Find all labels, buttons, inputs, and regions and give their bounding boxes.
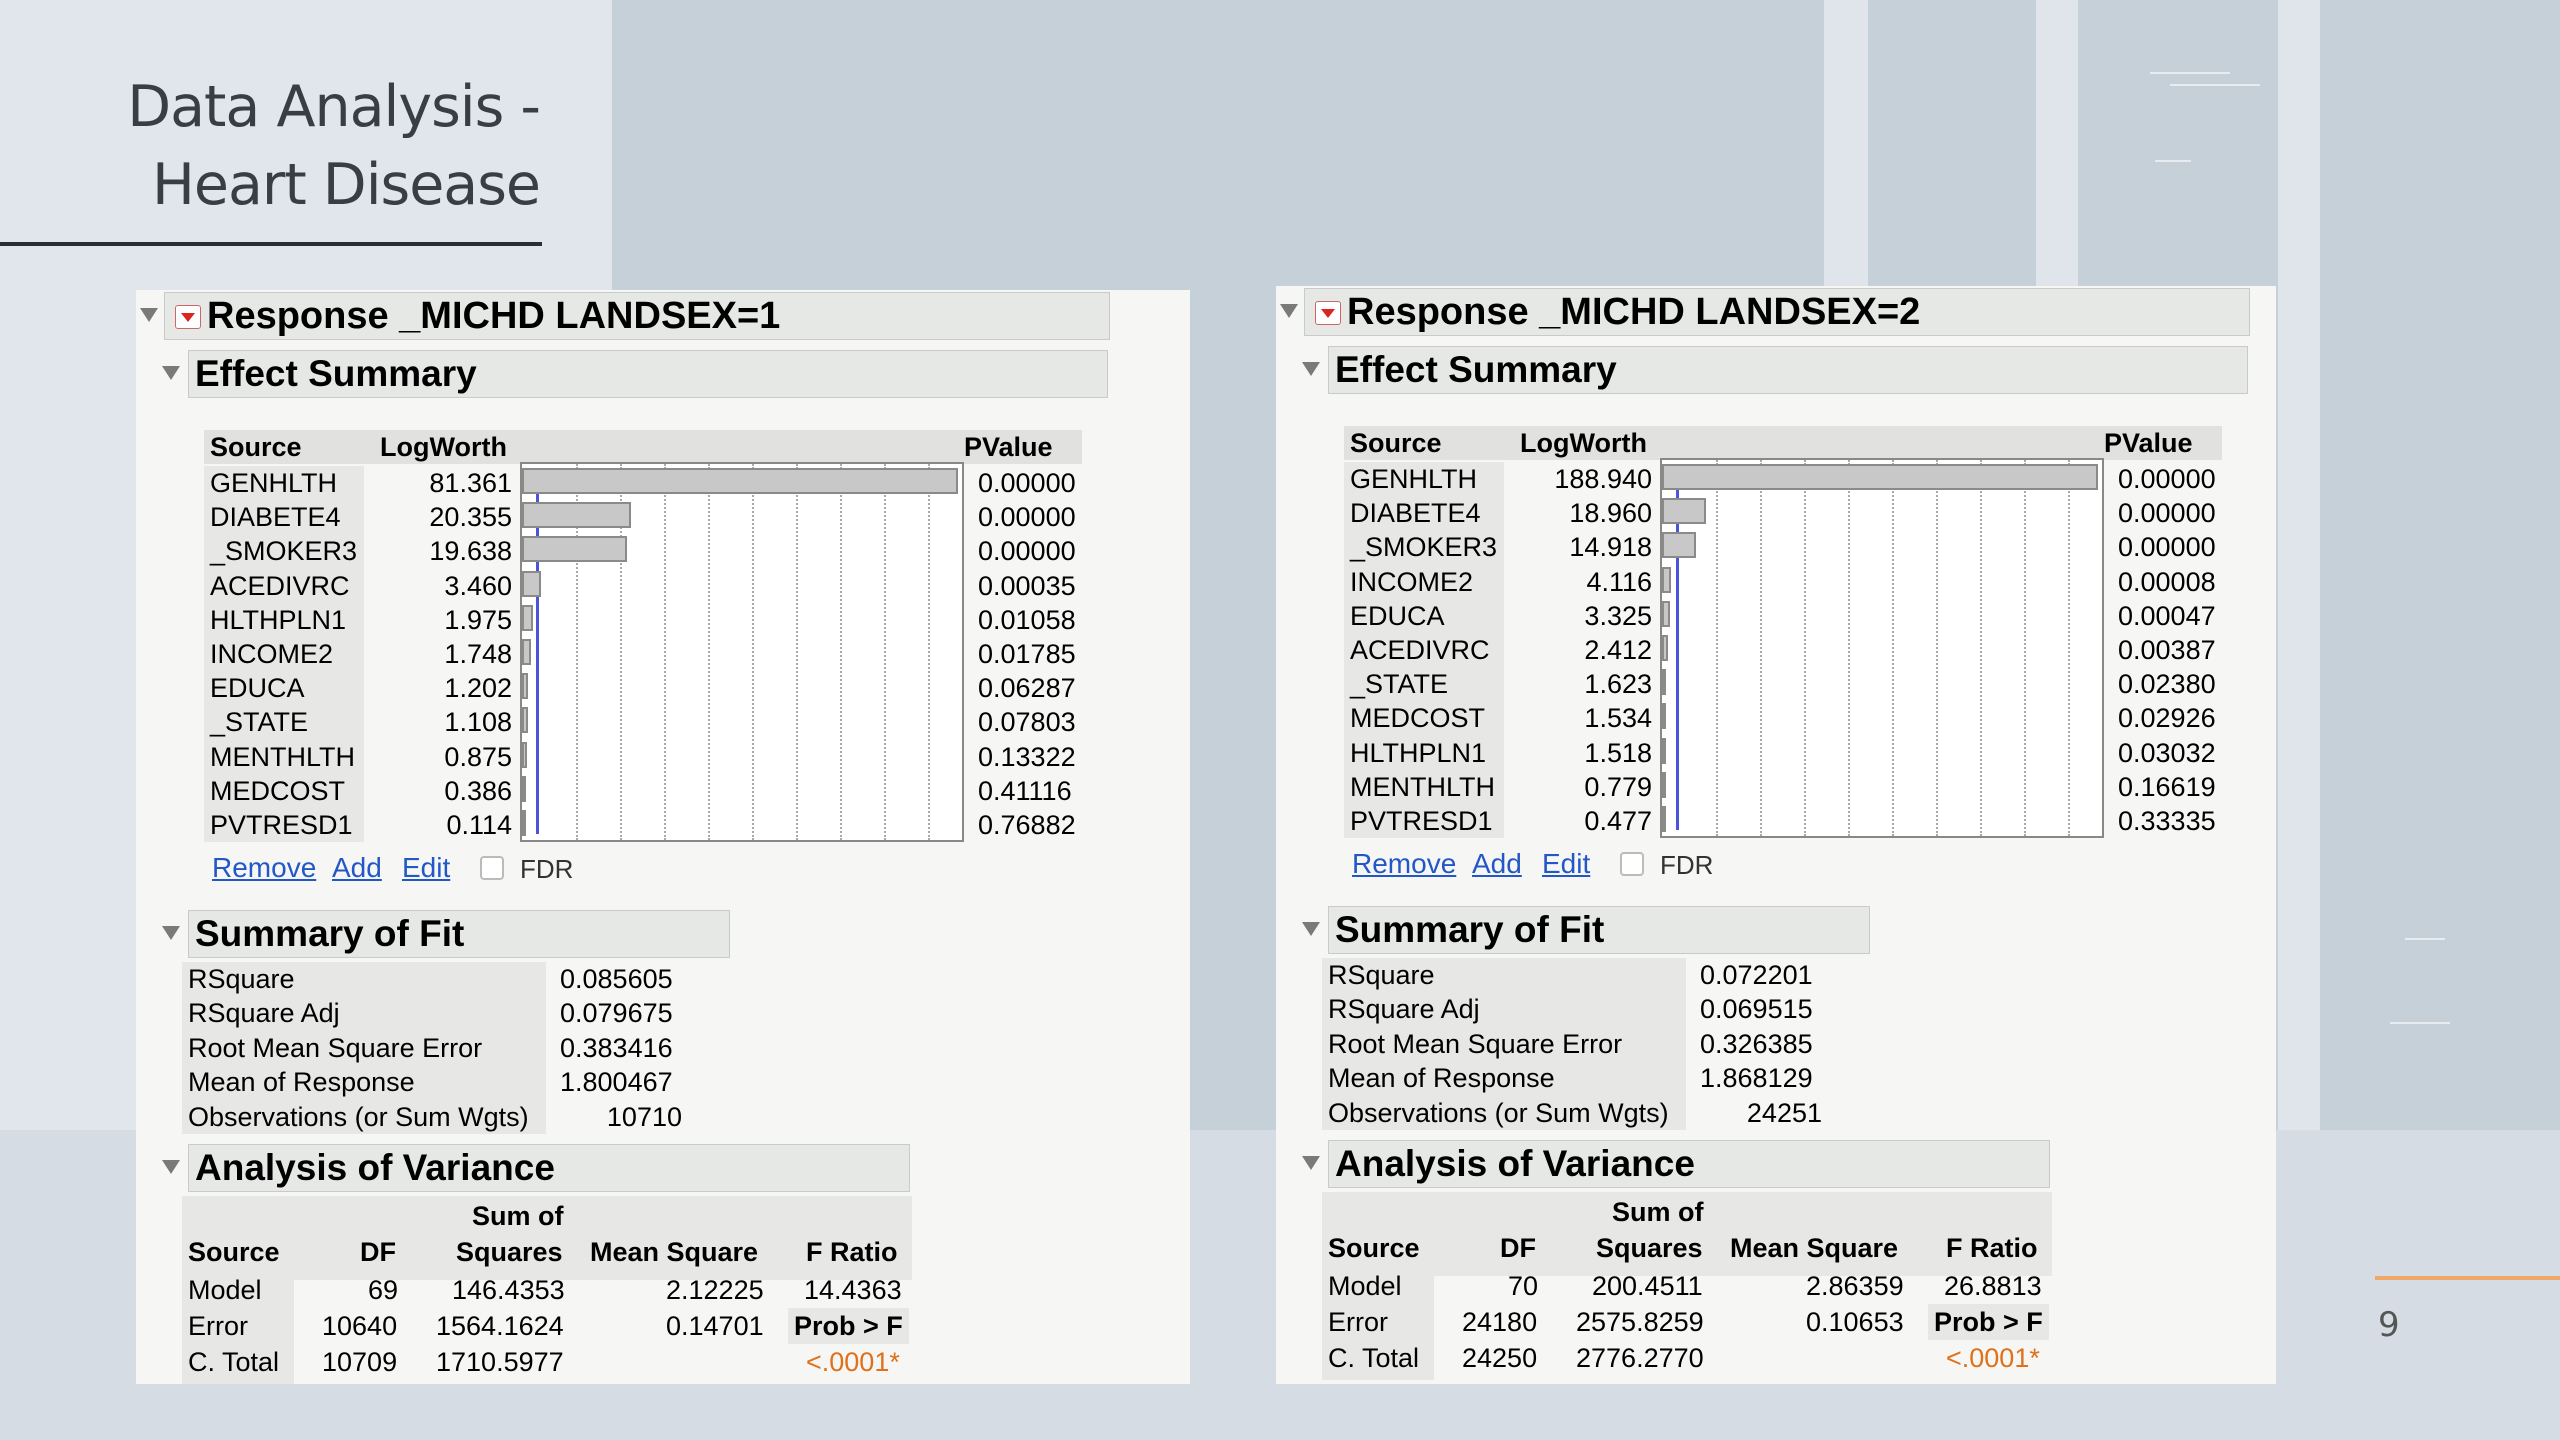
- effect-row-source: _SMOKER3: [1350, 532, 1498, 563]
- grid-line: [752, 464, 754, 840]
- grid-line: [664, 464, 666, 840]
- anova-error-df: 10640: [322, 1311, 398, 1341]
- anova-model-source: Model: [1328, 1271, 1402, 1301]
- anova-col-f: F Ratio: [1946, 1233, 2038, 1263]
- col-source: Source: [210, 432, 302, 462]
- logworth-bar: [1662, 738, 1666, 764]
- grid-line: [2068, 460, 2070, 836]
- effect-row-source: _SMOKER3: [210, 536, 358, 567]
- logworth-bar: [1662, 601, 1670, 627]
- effect-row-logworth: 1.108: [444, 707, 512, 738]
- grid-line: [708, 464, 710, 840]
- effect-row-pvalue: 0.76882: [978, 810, 1076, 840]
- fdr-label: FDR: [520, 854, 574, 884]
- remove-link[interactable]: Remove: [212, 852, 317, 883]
- grid-line: [1716, 460, 1718, 836]
- anova-model-ms: 2.12225: [666, 1275, 764, 1305]
- fit-value: 0.069515: [1700, 994, 1813, 1025]
- effect-row-source: INCOME2: [1350, 566, 1474, 597]
- col-source: Source: [1350, 428, 1442, 458]
- collapse-triangle-icon[interactable]: [1302, 1156, 1320, 1170]
- grid-line: [1892, 460, 1894, 836]
- effect-row-logworth: 1.518: [1584, 737, 1652, 768]
- anova-model-ms: 2.86359: [1806, 1271, 1904, 1301]
- logworth-bar: [1662, 703, 1666, 729]
- effect-row-logworth: 1.202: [444, 673, 512, 704]
- effect-row-pvalue: 0.41116: [978, 775, 1072, 806]
- anova-total-ss: 2776.2770: [1576, 1343, 1704, 1373]
- logworth-bar: [1662, 806, 1666, 832]
- anova-model-f: 14.4363: [804, 1275, 902, 1305]
- anova-col-ss-line1: Sum of: [472, 1201, 564, 1231]
- collapse-triangle-icon[interactable]: [162, 926, 180, 940]
- effect-row-logworth: 0.875: [444, 741, 512, 772]
- fit-value: 0.072201: [1700, 960, 1813, 990]
- logworth-bar: [1662, 669, 1666, 695]
- summary-of-fit-header[interactable]: [1328, 906, 1870, 954]
- anova-col-ss-line2: Squares: [1596, 1233, 1703, 1263]
- effect-summary-title: Effect Summary: [1335, 349, 1617, 390]
- effect-summary-header[interactable]: [188, 350, 1108, 398]
- decorative-line: [2405, 938, 2445, 940]
- fit-label: RSquare: [1328, 960, 1435, 990]
- effect-row-logworth: 188.940: [1554, 464, 1652, 494]
- effect-row-logworth: 2.412: [1584, 635, 1652, 665]
- grid-line: [2024, 460, 2026, 836]
- anova-total-df: 24250: [1462, 1343, 1538, 1373]
- effect-row-pvalue: 0.00387: [2118, 635, 2216, 665]
- background-column-6: [2320, 0, 2560, 1130]
- slide-title-line-2: Heart Disease: [152, 152, 540, 218]
- fdr-checkbox[interactable]: [1620, 852, 1644, 876]
- effect-row-logworth: 3.325: [1584, 600, 1652, 631]
- fit-value: 1.868129: [1700, 1063, 1813, 1094]
- effect-row-pvalue: 0.00000: [2118, 532, 2216, 563]
- grid-line: [1760, 460, 1762, 836]
- edit-link[interactable]: Edit: [402, 852, 451, 883]
- jmp-report-panel-1: [136, 290, 1190, 1384]
- anova-col-ms: Mean Square: [590, 1237, 759, 1267]
- fit-value: 0.085605: [560, 964, 673, 994]
- effect-row-source: MENTHLTH: [210, 741, 355, 772]
- effect-row-logworth: 0.386: [444, 775, 512, 806]
- grid-line: [884, 464, 886, 840]
- collapse-triangle-icon[interactable]: [1280, 304, 1298, 318]
- fit-label: Observations (or Sum Wgts): [1328, 1097, 1669, 1128]
- effect-row-logworth: 1.975: [444, 604, 512, 635]
- fit-label: RSquare Adj: [1328, 994, 1480, 1025]
- effect-row-logworth: 0.779: [1584, 771, 1652, 802]
- anova-total-source: C. Total: [188, 1347, 280, 1377]
- anova-model-source: Model: [188, 1275, 262, 1305]
- effect-row-logworth: 20.355: [429, 502, 512, 533]
- collapse-triangle-icon[interactable]: [162, 1160, 180, 1174]
- summary-of-fit-title: Summary of Fit: [1335, 909, 1605, 950]
- red-triangle-menu-icon[interactable]: [1315, 301, 1341, 325]
- effect-row-pvalue: 0.02926: [2118, 703, 2216, 734]
- logworth-bar: [522, 536, 627, 562]
- effect-row-pvalue: 0.00000: [2118, 464, 2216, 494]
- fdr-checkbox[interactable]: [480, 856, 504, 880]
- collapse-triangle-icon[interactable]: [162, 366, 180, 380]
- anova-prob-f-label: Prob > F: [1928, 1304, 2049, 1340]
- anova-error-ss: 2575.8259: [1576, 1307, 1704, 1337]
- logworth-bar: [522, 571, 541, 597]
- anova-error-df: 24180: [1462, 1307, 1538, 1337]
- anova-model-df: 70: [1508, 1271, 1539, 1301]
- effect-row-logworth: 0.477: [1584, 806, 1652, 836]
- effect-row-pvalue: 0.02380: [2118, 669, 2216, 700]
- fit-label: RSquare Adj: [188, 998, 340, 1029]
- effect-row-logworth: 3.460: [444, 570, 512, 601]
- effect-summary-column-headers: [1344, 426, 2222, 460]
- anova-col-df: DF: [360, 1237, 396, 1267]
- grid-line: [1936, 460, 1938, 836]
- anova-col-df: DF: [1500, 1233, 1536, 1263]
- fit-label: Root Mean Square Error: [1328, 1028, 1623, 1059]
- effect-row-logworth: 18.960: [1569, 498, 1652, 529]
- anova-title: Analysis of Variance: [1335, 1143, 1695, 1184]
- effect-row-pvalue: 0.00000: [2118, 498, 2216, 529]
- anova-error-ss: 1564.1624: [436, 1311, 564, 1341]
- effect-row-source: INCOME2: [210, 639, 334, 669]
- col-pvalue: PValue: [964, 432, 1053, 462]
- fit-label: Root Mean Square Error: [188, 1032, 483, 1063]
- summary-of-fit-header[interactable]: [188, 910, 730, 958]
- fit-value: 24251: [1746, 1097, 1822, 1128]
- logworth-bar: [522, 673, 528, 699]
- col-pvalue: PValue: [2104, 428, 2193, 458]
- logworth-bar: [1662, 532, 1696, 558]
- anova-model-ss: 200.4511: [1592, 1271, 1703, 1301]
- logworth-bar: [522, 742, 527, 768]
- effect-row-pvalue: 0.01785: [978, 639, 1076, 669]
- anova-error-source: Error: [1328, 1307, 1388, 1337]
- add-link[interactable]: Add: [1472, 848, 1522, 879]
- effect-row-source: DIABETE4: [1350, 498, 1481, 529]
- effect-row-source: MEDCOST: [210, 775, 345, 806]
- response-title: Response _MICHD LANDSEX=1: [207, 295, 781, 337]
- logworth-bar: [1662, 772, 1666, 798]
- decorative-line: [2155, 160, 2191, 162]
- effect-row-source: _STATE: [210, 707, 309, 738]
- jmp-report-panel-2: [1276, 286, 2276, 1384]
- logworth-bar: [1662, 567, 1671, 593]
- logworth-chart: [1660, 458, 2104, 838]
- fit-value: 0.326385: [1700, 1028, 1813, 1059]
- effect-row-source: HLTHPLN1: [1350, 737, 1487, 768]
- logworth-bar: [1662, 635, 1668, 661]
- effect-row-source: MENTHLTH: [1350, 771, 1495, 802]
- effect-row-source: PVTRESD1: [1350, 806, 1493, 836]
- effect-row-source: EDUCA: [1350, 600, 1445, 631]
- anova-col-ss-line2: Squares: [456, 1237, 563, 1267]
- anova-col-ms: Mean Square: [1730, 1233, 1899, 1263]
- grid-line: [840, 464, 842, 840]
- effect-row-logworth: 19.638: [429, 536, 512, 567]
- effect-row-pvalue: 0.33335: [2118, 806, 2216, 836]
- effect-row-pvalue: 0.00000: [978, 536, 1076, 567]
- decorative-line: [2390, 1022, 2450, 1024]
- slide-title: [127, 68, 540, 224]
- effect-row-source: GENHLTH: [1350, 464, 1478, 494]
- summary-of-fit-title: Summary of Fit: [195, 913, 465, 954]
- anova-error-ms: 0.14701: [666, 1311, 764, 1341]
- logworth-bar: [1662, 464, 2098, 490]
- anova-model-f: 26.8813: [1944, 1271, 2042, 1301]
- anova-error-ms: 0.10653: [1806, 1307, 1904, 1337]
- collapse-triangle-icon[interactable]: [1302, 922, 1320, 936]
- effect-row-source: HLTHPLN1: [210, 604, 347, 635]
- effect-row-logworth: 4.116: [1586, 566, 1652, 597]
- anova-p-value: <.0001*: [806, 1347, 900, 1377]
- anova-prob-f-label: Prob > F: [788, 1308, 909, 1344]
- anova-header[interactable]: [188, 1144, 910, 1192]
- add-link[interactable]: Add: [332, 852, 382, 883]
- effect-row-pvalue: 0.06287: [978, 673, 1076, 704]
- logworth-bar: [522, 707, 528, 733]
- grid-line: [796, 464, 798, 840]
- logworth-bar: [522, 502, 631, 528]
- fit-value: 10710: [606, 1101, 682, 1132]
- fdr-label: FDR: [1660, 850, 1714, 880]
- slide-title-line-1: Data Analysis -: [127, 74, 540, 140]
- logworth-chart: [520, 462, 964, 842]
- edit-link[interactable]: Edit: [1542, 848, 1591, 879]
- effect-row-logworth: 1.534: [1584, 703, 1652, 734]
- logworth-bar: [522, 776, 526, 802]
- effect-row-pvalue: 0.00008: [2118, 566, 2216, 597]
- effect-row-pvalue: 0.13322: [978, 741, 1076, 772]
- accent-line: [2375, 1276, 2560, 1280]
- logworth-bar: [522, 810, 526, 836]
- fit-label: Mean of Response: [1328, 1063, 1555, 1094]
- anova-col-f: F Ratio: [806, 1237, 898, 1267]
- response-title: Response _MICHD LANDSEX=2: [1347, 291, 1921, 333]
- anova-total-source: C. Total: [1328, 1343, 1420, 1373]
- fit-label: Mean of Response: [188, 1067, 415, 1098]
- effect-row-source: MEDCOST: [1350, 703, 1485, 734]
- effect-summary-header[interactable]: [1328, 346, 2248, 394]
- effect-row-pvalue: 0.00047: [2118, 600, 2216, 631]
- effect-row-logworth: 1.623: [1584, 669, 1652, 700]
- remove-link[interactable]: Remove: [1352, 848, 1457, 879]
- effect-row-pvalue: 0.07803: [978, 707, 1076, 738]
- page-number: 9: [2378, 1305, 2400, 1345]
- effect-row-pvalue: 0.01058: [978, 604, 1076, 635]
- fit-label: Observations (or Sum Wgts): [188, 1101, 529, 1132]
- collapse-triangle-icon[interactable]: [1302, 362, 1320, 376]
- anova-col-source: Source: [1328, 1233, 1420, 1263]
- effect-row-pvalue: 0.03032: [2118, 737, 2216, 768]
- effect-row-logworth: 14.918: [1569, 532, 1652, 563]
- title-underline: [0, 242, 542, 246]
- grid-line: [1804, 460, 1806, 836]
- effect-row-logworth: 0.114: [446, 810, 512, 840]
- effect-row-source: ACEDIVRC: [210, 570, 350, 601]
- response-header: [1304, 288, 2250, 336]
- decorative-line: [2170, 84, 2260, 86]
- background-column-5: [2278, 0, 2320, 1130]
- fit-value: 0.079675: [560, 998, 673, 1029]
- effect-row-logworth: 1.748: [444, 639, 512, 669]
- decorative-line: [2150, 72, 2230, 74]
- logworth-bar: [522, 605, 533, 631]
- effect-row-pvalue: 0.00000: [978, 468, 1076, 498]
- fit-value: 0.383416: [560, 1032, 673, 1063]
- effect-row-source: GENHLTH: [210, 468, 338, 498]
- anova-header[interactable]: [1328, 1140, 2050, 1188]
- grid-line: [928, 464, 930, 840]
- logworth-bar: [1662, 498, 1706, 524]
- effect-row-pvalue: 0.16619: [2118, 771, 2216, 802]
- anova-col-source: Source: [188, 1237, 280, 1267]
- red-triangle-menu-icon[interactable]: [175, 305, 201, 329]
- anova-total-df: 10709: [322, 1347, 398, 1377]
- anova-model-ss: 146.4353: [452, 1275, 565, 1305]
- effect-row-pvalue: 0.00000: [978, 502, 1076, 533]
- fit-label: RSquare: [188, 964, 295, 994]
- anova-total-ss: 1710.5977: [436, 1347, 564, 1377]
- col-logworth: LogWorth: [380, 432, 507, 462]
- effect-row-source: PVTRESD1: [210, 810, 353, 840]
- effect-row-source: _STATE: [1350, 669, 1449, 700]
- effect-row-source: ACEDIVRC: [1350, 635, 1490, 665]
- anova-error-source: Error: [188, 1311, 248, 1341]
- effect-row-source: DIABETE4: [210, 502, 341, 533]
- grid-line: [1980, 460, 1982, 836]
- collapse-triangle-icon[interactable]: [140, 308, 158, 322]
- anova-title: Analysis of Variance: [195, 1147, 555, 1188]
- logworth-bar: [522, 468, 958, 494]
- anova-model-df: 69: [368, 1275, 399, 1305]
- grid-line: [1848, 460, 1850, 836]
- fit-value: 1.800467: [560, 1067, 673, 1098]
- effect-row-pvalue: 0.00035: [978, 570, 1076, 601]
- effect-row-logworth: 81.361: [429, 468, 512, 498]
- col-logworth: LogWorth: [1520, 428, 1647, 458]
- effect-summary-title: Effect Summary: [195, 353, 477, 394]
- logworth-bar: [522, 639, 531, 665]
- anova-p-value: <.0001*: [1946, 1343, 2040, 1373]
- effect-row-source: EDUCA: [210, 673, 305, 704]
- effect-summary-column-headers: [204, 430, 1082, 464]
- anova-col-ss-line1: Sum of: [1612, 1197, 1704, 1227]
- response-header: [164, 292, 1110, 340]
